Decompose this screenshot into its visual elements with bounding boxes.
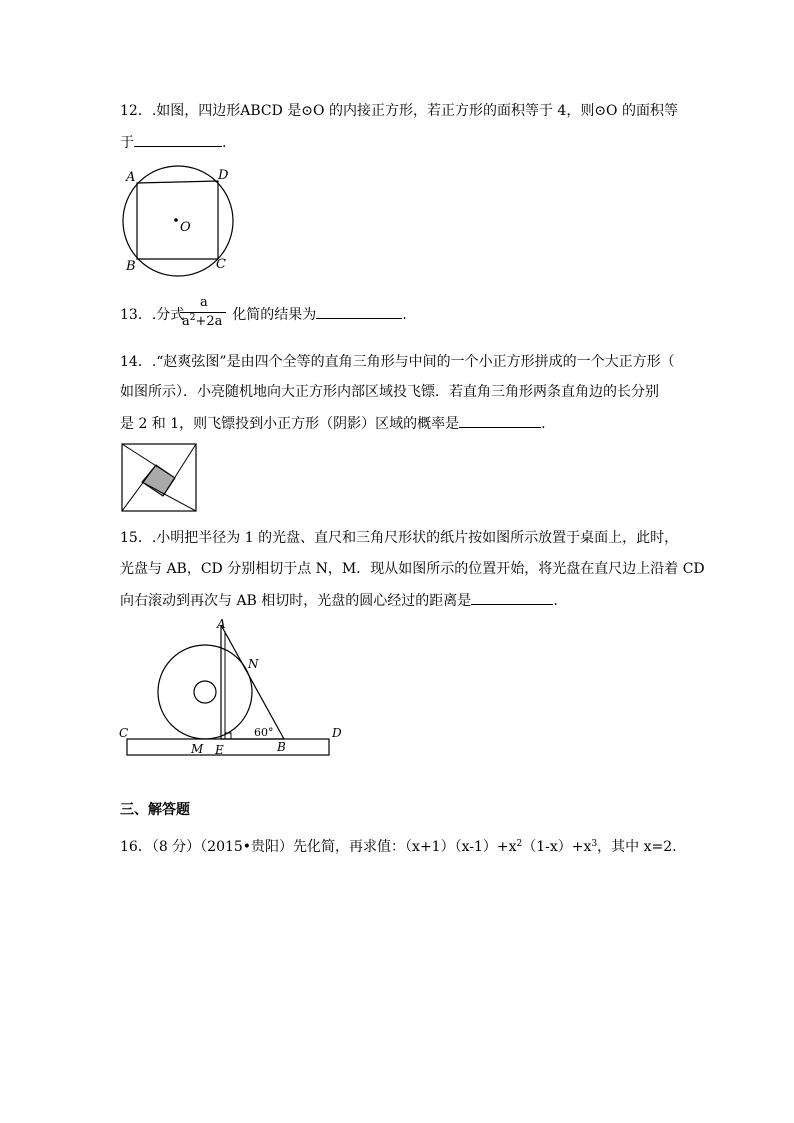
q16-exp2: 3 <box>591 839 598 849</box>
q15-triangle <box>221 625 284 739</box>
q14-line-1 <box>122 444 175 478</box>
q15-ruler <box>127 739 329 755</box>
q12-label-c: C <box>216 257 226 272</box>
q13-line <box>120 304 407 325</box>
q12-line2-prefix: 于 <box>120 135 134 151</box>
q15-line3-suffix: . <box>553 593 558 609</box>
q14-answer-blank[interactable] <box>459 413 541 428</box>
q15-label-b: B <box>277 740 286 754</box>
q12-figure-circle-square <box>112 162 252 282</box>
q16-part2: （1-x）+x <box>522 839 592 855</box>
q15-label-a: A <box>217 617 226 631</box>
section-heading: 三、解答题 <box>120 802 190 818</box>
q16-exp1: 2 <box>516 839 523 849</box>
q15-label-e: E <box>215 743 224 757</box>
q16-line <box>120 837 677 857</box>
q15-line2: 光盘与 AB，CD 分别相切于点 N，M．现从如图所示的位置开始，将光盘在直尺边上沿着 CD <box>120 561 705 577</box>
q12-label-b: B <box>126 259 136 274</box>
q12-line2-suffix: . <box>222 135 227 151</box>
q15-disc <box>158 645 252 739</box>
q15-line3 <box>120 590 558 611</box>
q13-suffix: 化简的结果为 <box>232 307 317 323</box>
q13-denominator <box>182 314 222 329</box>
q13-den-exp: 2 <box>189 313 196 323</box>
q13-numerator: a <box>200 295 208 310</box>
q14-line2: 如图所示）．小亮随机地向大正方形内部区域投飞镖．若直角三角形两条直角边的长分别 <box>120 384 659 400</box>
q12-answer-blank[interactable] <box>134 132 222 147</box>
q12-label-a: A <box>126 170 136 185</box>
q13-answer-blank[interactable] <box>316 304 402 319</box>
q15-disc-ruler-figure <box>115 615 350 760</box>
q12-label-d: D <box>218 168 229 183</box>
q15-angle-label: 60° <box>254 726 274 739</box>
q14-zhaoshuang-figure <box>120 442 200 514</box>
q15-answer-blank[interactable] <box>471 590 553 605</box>
q12-line2 <box>120 132 226 153</box>
q15-label-m: M <box>191 742 204 756</box>
q13-fraction-bar <box>180 312 226 313</box>
q12-center-dot <box>174 218 178 222</box>
q15-label-d: D <box>332 726 342 740</box>
q15-label-n: N <box>248 657 259 671</box>
q16-part3: ，其中 x=2. <box>597 839 677 855</box>
q14-line3-suffix: . <box>541 416 546 432</box>
q15-disc-hole <box>194 681 216 703</box>
q12-line1 <box>120 101 678 121</box>
q13-prefix: 13．.分式 <box>120 307 185 323</box>
q16-part1: 16．（8 分）（2015•贵阳）先化简，再求值：（x+1）（x-1）+x <box>120 839 517 855</box>
q13-den-a: a <box>182 314 190 329</box>
q13-den-rest: +2a <box>195 314 223 329</box>
q14-line-2 <box>163 444 196 496</box>
q14-line3-prefix: 是 2 和 1，则飞镖投到小正方形（阴影）区域的概率是 <box>120 416 460 432</box>
q14-line3 <box>120 413 546 434</box>
q15-line1: 15．.小明把半径为 1 的光盘、直尺和三角尺形状的纸片按如图所示放置于桌面上，此时， <box>120 530 679 546</box>
q14-line1: 14．.“赵爽弦图”是由四个全等的直角三角形与中间的一个小正方形拼成的一个大正方形（ <box>120 354 675 370</box>
q12-text: 12．.如图，四边形ABCD 是⊙O 的内接正方形，若正方形的面积等于 4，则⊙O 的面积等 <box>120 103 678 119</box>
q12-label-o: O <box>180 220 191 235</box>
q13-end: . <box>402 307 407 323</box>
q15-label-c: C <box>119 726 129 740</box>
q15-line3-prefix: 向右滚动到再次与 AB 相切时，光盘的圆心经过的距离是 <box>120 593 472 609</box>
